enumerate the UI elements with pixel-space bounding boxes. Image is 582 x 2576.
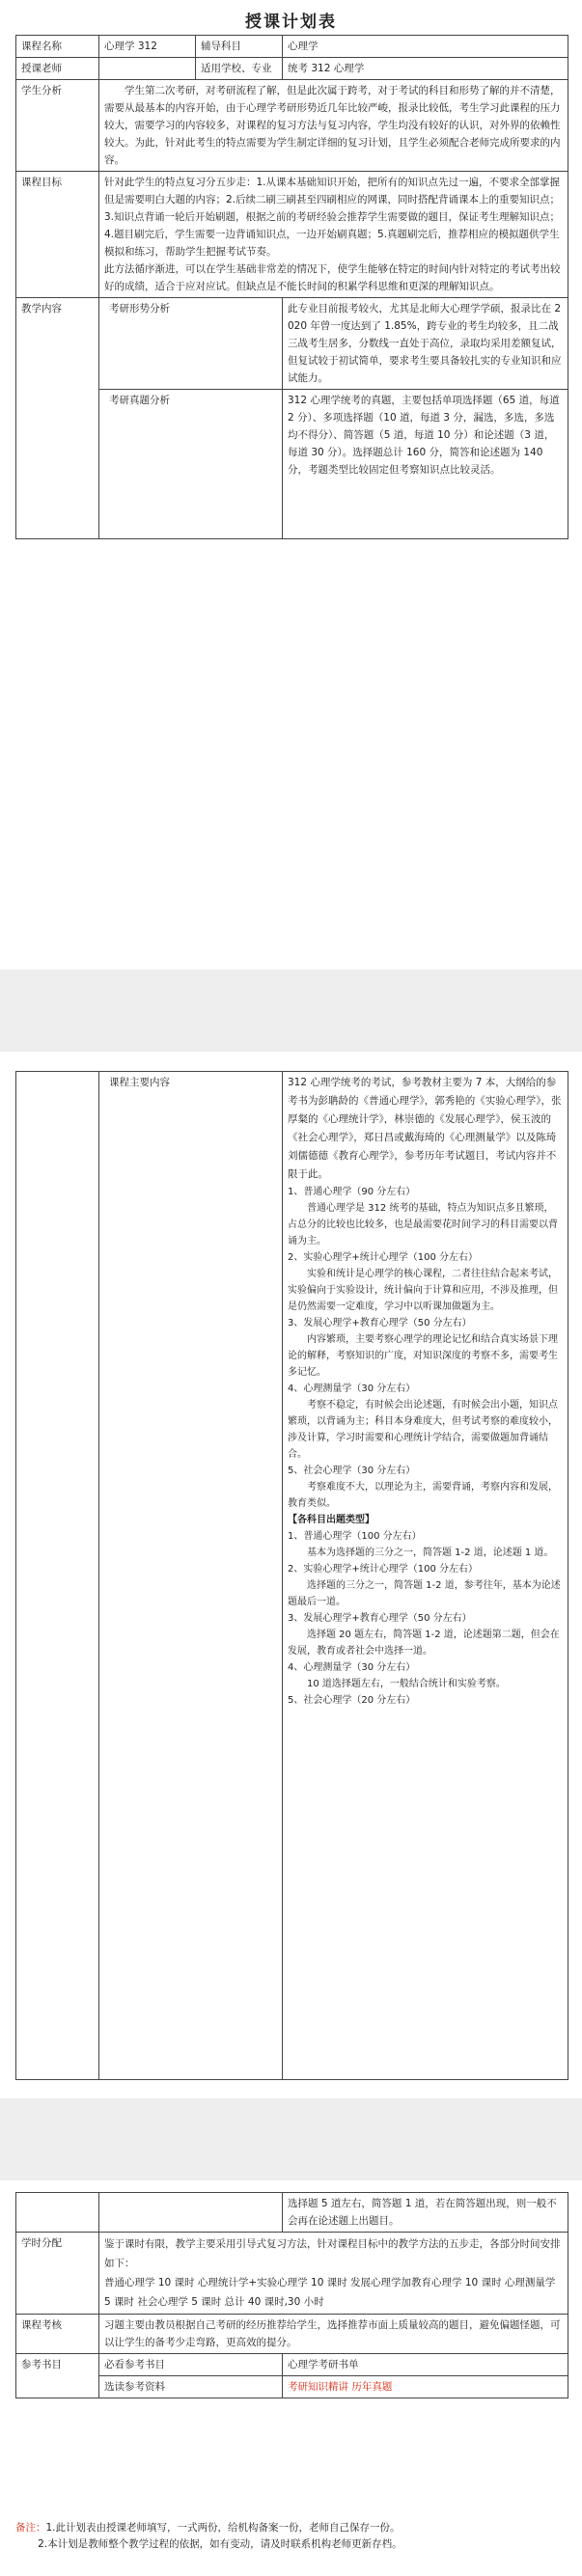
trend-label: 考研形势分析 xyxy=(99,298,283,390)
subject-item-body: 实验和统计是心理学的核心课程，二者往往结合起来考试，实验偏向于实验设计，统计偏向于计算和应用，不涉及推理，但是仍然需要一定难度，学习中以听课加做题为主。 xyxy=(288,1269,558,1312)
required-label: 必看参考书目 xyxy=(99,2354,283,2376)
type-item-body: 选择题的三分之一，简答题 1-2 道，参考往年，基本为论述题最后一道。 xyxy=(288,1580,561,1607)
optional-label: 选读参考资料 xyxy=(99,2376,283,2398)
type-item-body: 选择题 20 题左右，简答题 1-2 道，论述题第二题，但会在发展，教育或者社会中选择一道。 xyxy=(288,1630,560,1657)
page-gap-2 xyxy=(0,2098,582,2180)
main-content-row xyxy=(16,1072,568,2080)
subject-item-1 xyxy=(288,1184,563,1249)
footer-note-1 xyxy=(15,2520,568,2536)
continued-row xyxy=(16,2193,568,2233)
references-label: 参考书目 xyxy=(16,2354,99,2398)
student-analysis-paragraph: 学生第二次考研，对考研流程了解，但是此次属于跨考，对于考试的科目和形势了解的并不清楚，需要从最基本的内容开始，由于心理学考研形势近几年比较严峻，报录比较低，考生学习此课程的压力较大，需要学习的内容较多，对课程的复习方法与复习内容，学生均没有较好的认识，对外界的依赖性较大。为此，针对此考生的特点需要为学生制定详细的复习计划，且学生必须配合老师完成所要求的内容。 xyxy=(104,85,561,166)
page-3 xyxy=(0,2180,582,2576)
type-item-body: 基本为选择题的三分之一，简答题 1-2 道，论述题 1 道。 xyxy=(307,1548,554,1558)
subject-item-body: 内容繁琐，主要考察心理学的理论记忆和结合真实场景下理论的解释，考察知识的广度，对知识深度的考察不多，需要考生多记忆。 xyxy=(288,1334,558,1378)
assessment-text xyxy=(99,2315,568,2354)
plan-table-page-1 xyxy=(15,35,568,539)
subject-item-head: 4、心理测量学（30 分左右） xyxy=(288,1384,416,1394)
assessment-paragraph: 习题主要由教员根据自己考研的经历推荐给学生，选择推荐市面上质量较高的题目，避免偏题怪题，可以让学生的备考少走弯路，更高效的提分。 xyxy=(104,2319,561,2348)
subject-item-head: 2、实验心理学+统计心理学（100 分左右） xyxy=(288,1252,479,1263)
plan-table-page-3 xyxy=(15,2192,568,2398)
optional-value: 考研知识精讲 历年真题 xyxy=(283,2376,568,2398)
footer-note-label: 备注： xyxy=(15,2522,46,2534)
teacher-value xyxy=(99,58,196,80)
type-item-head: 4、心理测量学（30 分左右） xyxy=(288,1662,416,1673)
course-name-label: 课程名称 xyxy=(16,36,99,58)
real-exam-paragraph: 312 心理学统考的真题，主要包括单项选择题（65 道，每道 2 分）、多项选择题（10 道，每道 3 分，漏选，多选，多选均不得分）、简答题（5 道，每道 10 分）和论述题（3 道，每道 30 分）。选择题总计 160 分，简答和论述题为 140 分，考题类型比较固定但考察知识点比较灵活。 xyxy=(288,395,560,476)
type-item-5 xyxy=(288,1692,563,1709)
trend-row xyxy=(16,298,568,390)
subject-item-4 xyxy=(288,1381,563,1463)
subject-item-body: 普通心理学是 312 统考的基础，特点为知识点多且繁琐，占总分的比较也比较多，也是最需要花时间学习的科目需要以背诵为主。 xyxy=(288,1203,558,1247)
hours-paragraph-2: 普通心理学 10 课时 心理统计学+实验心理学 10 课时 发展心理学加教育心理学 10 课时 心理测量学 5 课时 社会心理学 5 课时 总计 40 课时,30 小时 xyxy=(104,2277,556,2308)
type-item-head: 1、普通心理学（100 分左右） xyxy=(288,1531,422,1542)
real-exam-text xyxy=(283,390,568,539)
course-goal-paragraph-1: 针对此学生的特点复习分五步走：1.从课本基础知识开始，把所有的知识点先过一遍，不要求全部掌握但是需要明白大题的内容；2.后续二刷三刷甚至四刷相应的网课，同时搭配背诵课本上的重要知识点；3.知识点背诵一轮后开始刷题，根据之前的考研经验会推荐学生需要做的题目，保证考生理解知识点；4.题目刷完后，学生需要一边背诵知识点，一边开始刷真题；5.真题刷完后，推荐相应的模拟题供学生模拟和练习，帮助学生把握考试节奏。 xyxy=(104,177,561,258)
page-gap-1 xyxy=(0,970,582,1052)
aux-subject-value: 心理学 xyxy=(283,36,568,58)
student-analysis-text xyxy=(99,80,568,172)
type-item-head: 2、实验心理学+统计心理学（100 分左右） xyxy=(288,1564,479,1575)
main-content-intro: 312 心理学统考的考试，参考教材主要为 7 本，大纲给的参考书为彭聃龄的《普通心理学》，郭秀艳的《实验心理学》，张厚粲的《心理统计学》，林崇德的《发展心理学》，侯玉波的《社会心理学》，郑日昌或戴海琦的《心理测量学》以及陈琦 刘儒德德《教育心理学》，参考历年考试题目，考试内容并不限于此。 xyxy=(288,1077,562,1180)
page-1 xyxy=(0,0,582,970)
footer-note-2: 2.本计划是教师整个教学过程的依据，如有变动，请及时联系机构老师更新存档。 xyxy=(38,2538,402,2550)
student-analysis-label: 学生分析 xyxy=(16,80,99,172)
course-goal-text xyxy=(99,172,568,298)
subject-item-head: 1、普通心理学（90 分左右） xyxy=(288,1187,416,1197)
required-value: 心理学考研书单 xyxy=(283,2354,568,2376)
assessment-label: 课程考核 xyxy=(16,2315,99,2354)
applicable-value: 统考 312 心理学 xyxy=(283,58,568,80)
subject-item-head: 3、发展心理学+教育心理学（50 分左右） xyxy=(288,1318,472,1329)
types-heading: 【各科目出题类型】 xyxy=(288,1515,374,1525)
hours-paragraph-1: 鉴于课时有限，教学主要采用引导式复习方法，针对课程目标中的教学方法的五步走，各部分时间安排如下： xyxy=(104,2238,561,2269)
hours-row xyxy=(16,2233,568,2315)
type-item-1 xyxy=(288,1528,563,1561)
hours-text xyxy=(99,2233,568,2315)
real-exam-label: 考研真题分析 xyxy=(99,390,283,539)
trend-paragraph: 此专业目前报考较火，尤其是北师大心理学学硕，报录比在 2020 年曾一度达到了 1.85%，跨专业的考生均较多，且二战三战考生居多，分数线一直处于高位，录取均采用差额复试，但复试较于初试简单，要求考生要具备较扎实的专业知识和应试能力。 xyxy=(288,303,562,384)
subject-item-3 xyxy=(288,1315,563,1381)
continued-left-blank xyxy=(16,2193,99,2233)
course-row xyxy=(16,36,568,58)
references-required-row xyxy=(16,2354,568,2376)
student-analysis-row xyxy=(16,80,568,172)
type-item-head: 3、发展心理学+教育心理学（50 分左右） xyxy=(288,1613,472,1624)
type-item-2 xyxy=(288,1561,563,1610)
subject-item-body: 考察不稳定，有时候会出论述题，有时候会出小题，知识点繁琐，以背诵为主；科目本身难度大，但考试考察的难度较小，涉及计算，学习时需要和心理统计学结合，需要做题加背诵结合。 xyxy=(288,1400,558,1460)
main-content-label: 课程主要内容 xyxy=(99,1072,283,2080)
course-goal-label: 课程目标 xyxy=(16,172,99,298)
footer-notes xyxy=(15,2520,568,2553)
subject-item-2 xyxy=(288,1249,563,1315)
applicable-label: 适用学校、专业 xyxy=(196,58,283,80)
page-title: 授课计划表 xyxy=(245,13,337,32)
hours-label: 学时分配 xyxy=(16,2233,99,2315)
teacher-label: 授课老师 xyxy=(16,58,99,80)
main-content-left-blank xyxy=(16,1072,99,2080)
type-item-4 xyxy=(288,1659,563,1692)
teacher-row xyxy=(16,58,568,80)
subject-item-body: 考察难度不大，以理论为主，需要背诵，考察内容和发展，教育类似。 xyxy=(288,1482,558,1509)
teaching-label: 教学内容 xyxy=(16,298,99,539)
course-goal-row xyxy=(16,172,568,298)
real-exam-row xyxy=(16,390,568,539)
subject-item-head: 5、社会心理学（30 分左右） xyxy=(288,1466,416,1476)
assessment-row xyxy=(16,2315,568,2354)
subject-item-5 xyxy=(288,1463,563,1512)
footer-note-1-text: 1.此计划表由授课老师填写，一式两份，给机构备案一份，老师自己保存一份。 xyxy=(45,2522,401,2534)
plan-table-page-2 xyxy=(15,1071,568,2080)
course-name-value: 心理学 312 xyxy=(99,36,196,58)
course-goal-paragraph-2: 此方法循序渐进，可以在学生基础非常差的情况下，使学生能够在特定的时间内针对特定的考试考出较好的成绩，适合于应对应试。但缺点是不能长时间的积累学科思维和更深的理解知识点。 xyxy=(104,263,561,292)
references-optional-row xyxy=(16,2376,568,2398)
aux-subject-label: 辅导科目 xyxy=(196,36,283,58)
type-item-3 xyxy=(288,1610,563,1659)
continued-paragraph: 选择题 5 道左右，简答题 1 道，若在简答题出现，则一般不会再在论述题上出题目。 xyxy=(288,2198,557,2227)
trend-text xyxy=(283,298,568,390)
continued-mid-blank xyxy=(99,2193,283,2233)
page-2 xyxy=(0,1052,582,2098)
continued-text xyxy=(283,2193,568,2233)
type-item-body: 10 道选择题左右，一般结合统计和实验考察。 xyxy=(307,1679,506,1689)
type-item-head: 5、社会心理学（20 分左右） xyxy=(288,1695,416,1706)
main-content-text xyxy=(283,1072,568,2080)
